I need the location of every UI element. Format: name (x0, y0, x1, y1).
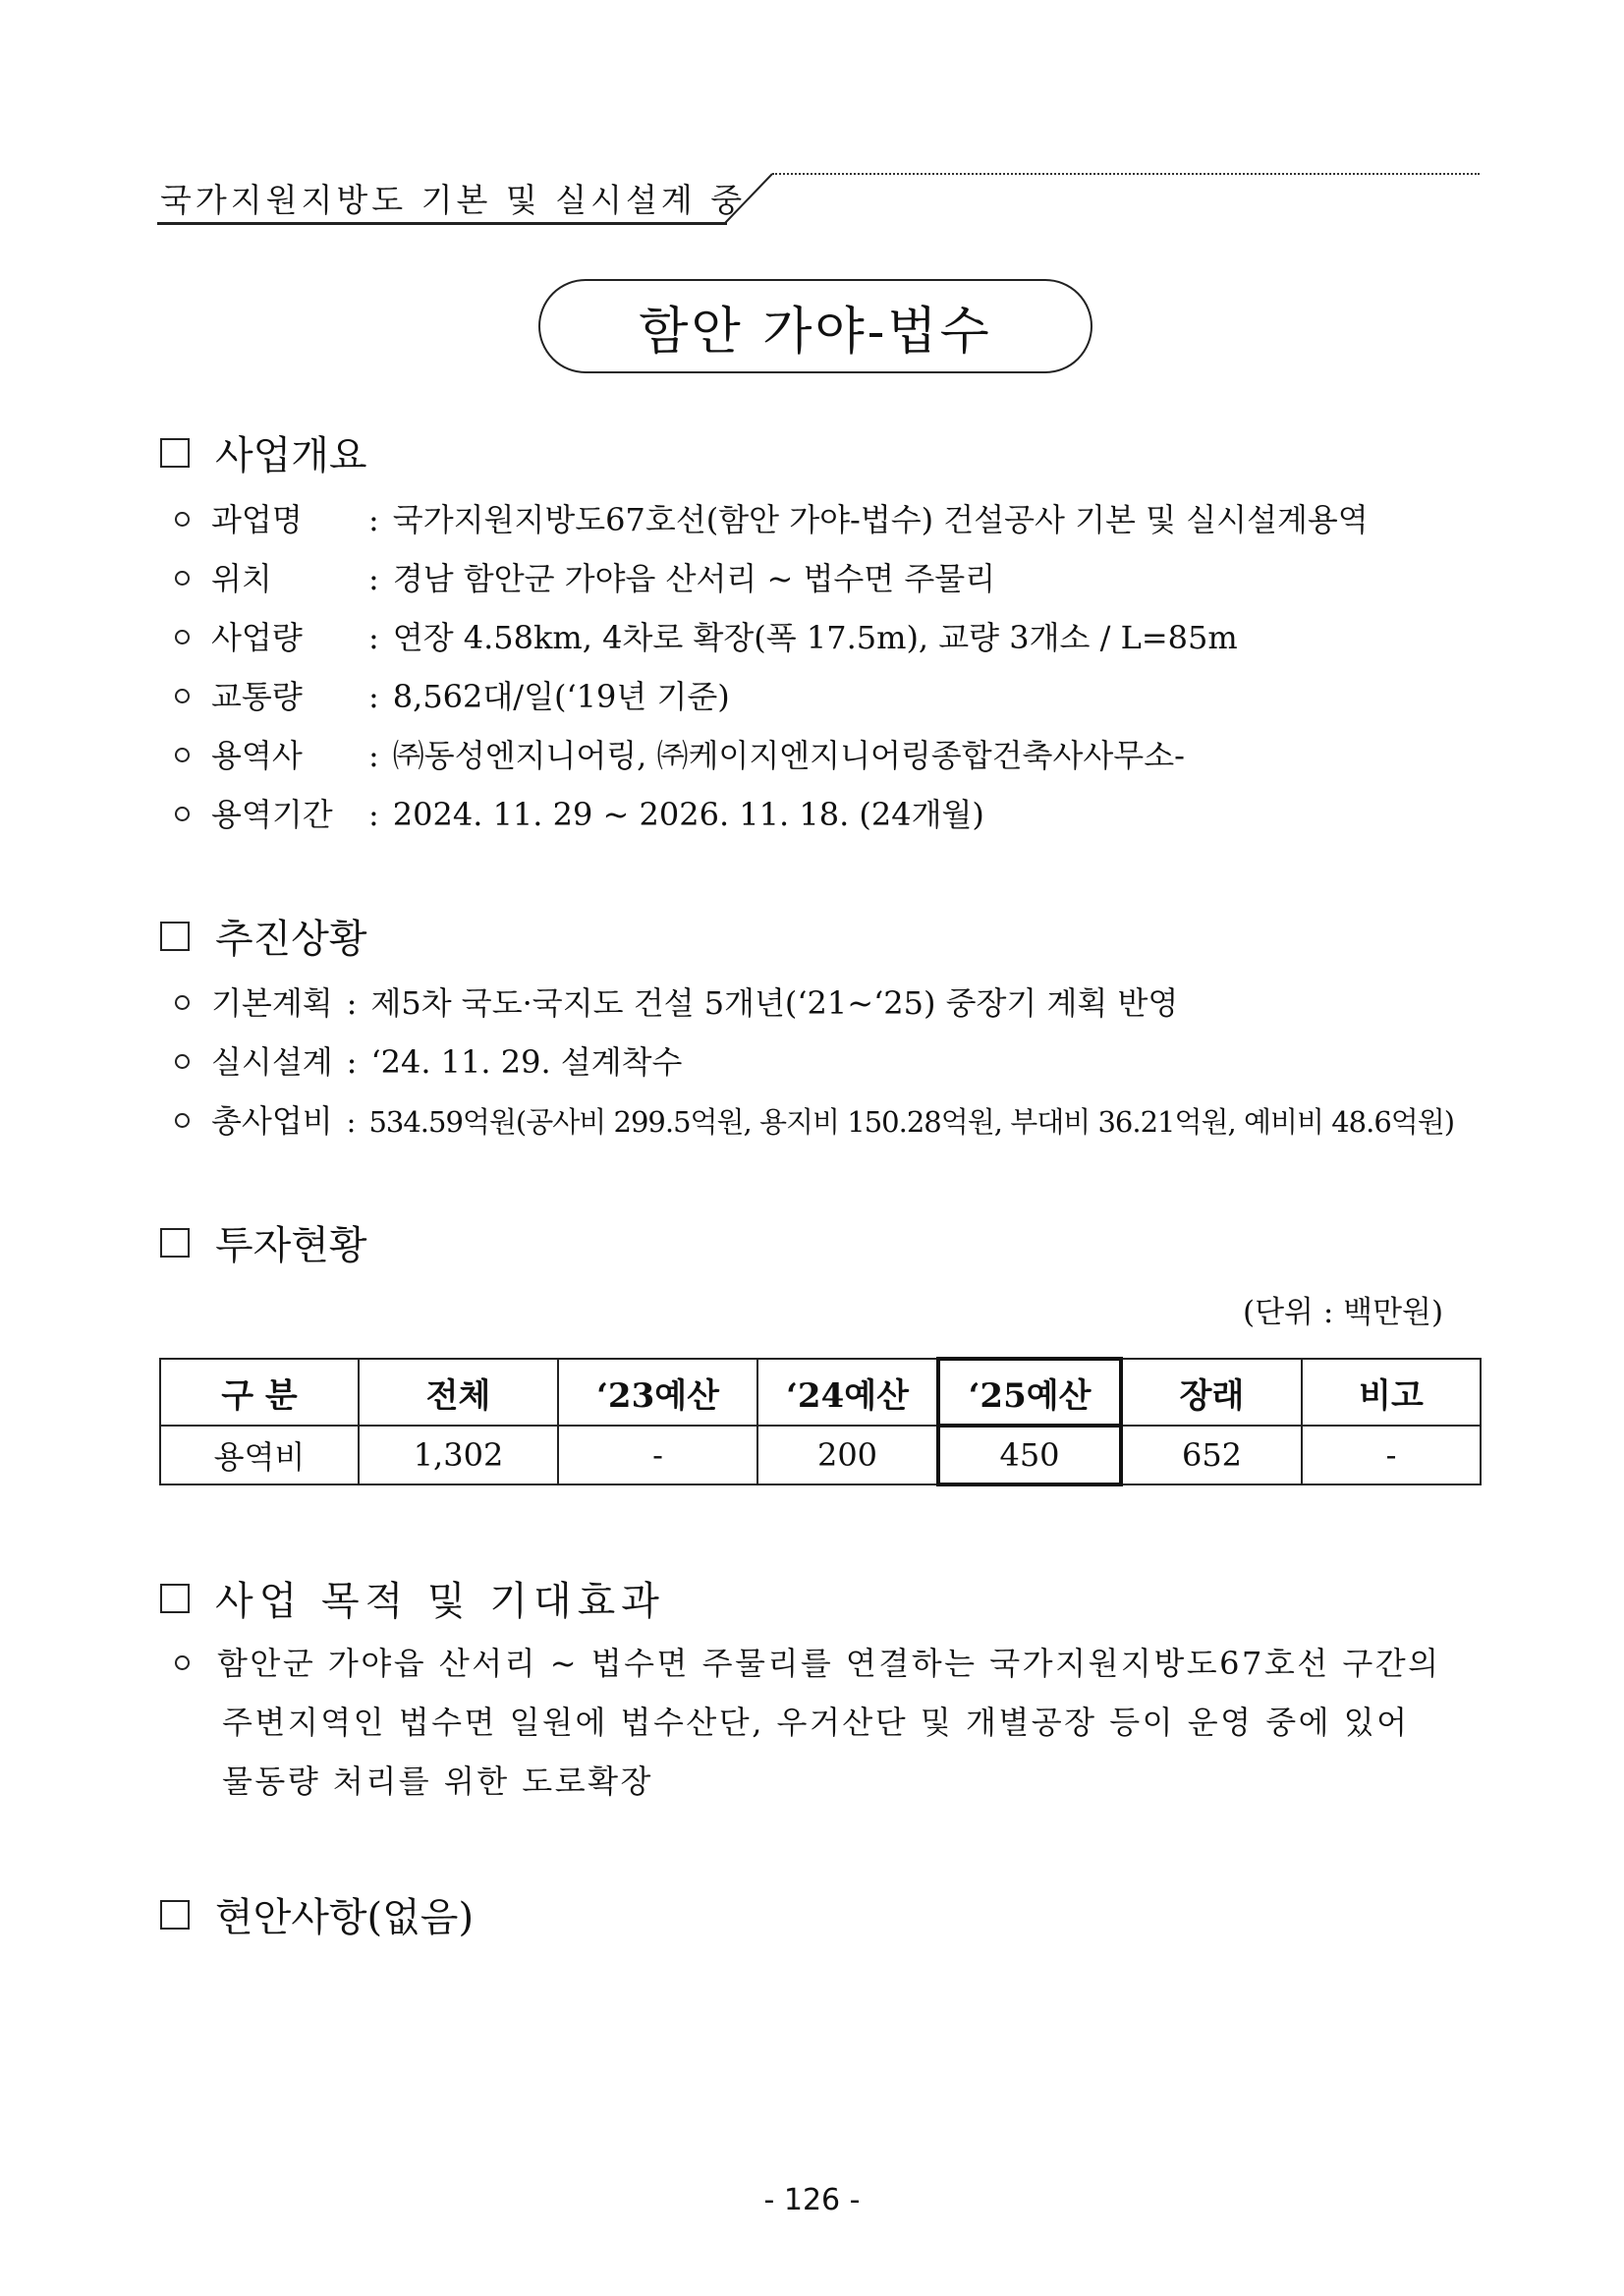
section-checkbox (160, 438, 190, 468)
item-value: 경남 함안군 가야읍 산서리 ~ 법수면 주물리 (392, 560, 996, 597)
section-heading: 사업개요 (215, 433, 367, 478)
overview-item: 위치 : 경남 함안군 가야읍 산서리 ~ 법수면 주물리 (175, 554, 995, 599)
circle-bullet-icon (175, 512, 190, 527)
overview-item: 용역사 : ㈜동성엔지니어링, ㈜케이지엔지니어링종합건축사사무소- (175, 731, 1185, 776)
circle-bullet-icon (175, 1113, 190, 1128)
section-progress (160, 908, 367, 964)
section-issues (160, 1886, 474, 1942)
overview-item: 교통량 : 8,562대/일(‘19년 기준) (175, 672, 730, 717)
item-label: 용역사 (211, 737, 303, 774)
progress-item: 실시설계 : ‘24. 11. 29. 설계착수 (175, 1037, 682, 1083)
circle-bullet-icon (175, 995, 190, 1010)
circle-bullet-icon (175, 1054, 190, 1069)
item-label: 위치 (211, 560, 272, 597)
header-underline (157, 222, 727, 225)
item-label: 용역기간 (211, 796, 333, 833)
header-dotted-line (772, 173, 1480, 175)
item-value: 2024. 11. 29 ~ 2026. 11. 18. (24개월) (392, 796, 984, 833)
item-label: 총사업비 (211, 1102, 333, 1140)
table-cell: 200 (757, 1426, 938, 1484)
purpose-line (175, 1639, 1441, 1684)
page-title-box (538, 279, 1092, 373)
section-checkbox (160, 1900, 190, 1930)
column-header: ‘24예산 (757, 1359, 938, 1426)
section-heading: 추진상황 (215, 917, 367, 962)
paragraph-line: 물동량 처리를 위한 도로확장 (222, 1763, 653, 1800)
overview-item: 사업량 : 연장 4.58km, 4차로 확장(폭 17.5m), 교량 3개소 / L=85m (175, 613, 1238, 658)
item-value: 제5차 국도·국지도 건설 5개년(‘21~‘25) 중장기 계획 반영 (370, 984, 1179, 1022)
unit-label: (단위 : 백만원) (1243, 1295, 1444, 1330)
section-purpose (160, 1570, 665, 1626)
table-cell: - (558, 1426, 757, 1484)
circle-bullet-icon (175, 571, 190, 586)
section-investment (160, 1214, 367, 1270)
header-slash-divider (721, 173, 776, 224)
circle-bullet-icon (175, 748, 190, 762)
column-header: 비고 (1302, 1359, 1481, 1426)
item-value: ‘24. 11. 29. 설계착수 (370, 1043, 683, 1081)
column-header: 전체 (359, 1359, 558, 1426)
circle-bullet-icon (175, 807, 190, 821)
item-label: 실시설계 (211, 1043, 333, 1081)
page-number: - 126 - (763, 2183, 861, 2217)
column-header: 장래 (1121, 1359, 1302, 1426)
progress-item: 기본계획 : 제5차 국도·국지도 건설 5개년(‘21~‘25) 중장기 계획 반영 (175, 979, 1178, 1024)
item-label: 과업명 (211, 501, 303, 538)
column-header: 구 분 (160, 1359, 359, 1426)
running-header: 국가지원지방도 기본 및 실시설계 중 (160, 181, 747, 219)
item-value: 연장 4.58km, 4차로 확장(폭 17.5m), 교량 3개소 / L=85m (392, 619, 1238, 656)
item-label: 교통량 (211, 678, 303, 715)
paragraph-line: 함안군 가야읍 산서리 ~ 법수면 주물리를 연결하는 국가지원지방도67호선 구간의 (217, 1645, 1441, 1682)
table-cell: - (1302, 1426, 1481, 1484)
item-value: 534.59억원(공사비 299.5억원, 용지비 150.28억원, 부대비 36.21억원, 예비비 48.6억원) (368, 1105, 1455, 1139)
circle-bullet-icon (175, 1655, 190, 1670)
table-cell: 652 (1121, 1426, 1302, 1484)
section-heading: 투자현황 (215, 1223, 367, 1268)
section-checkbox (160, 1228, 190, 1258)
item-label: 기본계획 (211, 984, 333, 1022)
table-header-row (160, 1359, 1481, 1426)
section-heading: 사업 목적 및 기대효과 (215, 1579, 665, 1624)
paragraph-line: 주변지역인 법수면 일원에 법수산단, 우거산단 및 개별공장 등이 운영 중에 있어 (222, 1704, 1410, 1741)
table-row (160, 1426, 1481, 1484)
item-label: 사업량 (211, 619, 303, 656)
table-cell: 용역비 (160, 1426, 359, 1484)
overview-item: 용역기간 : 2024. 11. 29 ~ 2026. 11. 18. (24개월) (175, 790, 984, 835)
progress-item: 총사업비 : 534.59억원(공사비 299.5억원, 용지비 150.28억원, 부대비 36.21억원, 예비비 48.6억원) (175, 1096, 1454, 1142)
circle-bullet-icon (175, 630, 190, 644)
section-checkbox (160, 1584, 190, 1613)
table-cell: 1,302 (359, 1426, 558, 1484)
item-value: 국가지원지방도67호선(함안 가야-법수) 건설공사 기본 및 실시설계용역 (392, 501, 1369, 538)
section-heading: 현안사항(없음) (215, 1895, 475, 1940)
section-overview (160, 424, 367, 480)
circle-bullet-icon (175, 689, 190, 703)
overview-item: 과업명 : 국가지원지방도67호선(함안 가야-법수) 건설공사 기본 및 실시설계용역 (175, 495, 1369, 540)
page-title: 함안 가야-법수 (639, 302, 992, 362)
section-checkbox (160, 922, 190, 951)
table-cell-highlighted: 450 (938, 1426, 1121, 1484)
item-value: ㈜동성엔지니어링, ㈜케이지엔지니어링종합건축사사무소- (392, 737, 1185, 774)
investment-table (159, 1357, 1482, 1486)
item-value: 8,562대/일(‘19년 기준) (392, 678, 730, 715)
column-header-highlighted: ‘25예산 (938, 1359, 1121, 1426)
column-header: ‘23예산 (558, 1359, 757, 1426)
